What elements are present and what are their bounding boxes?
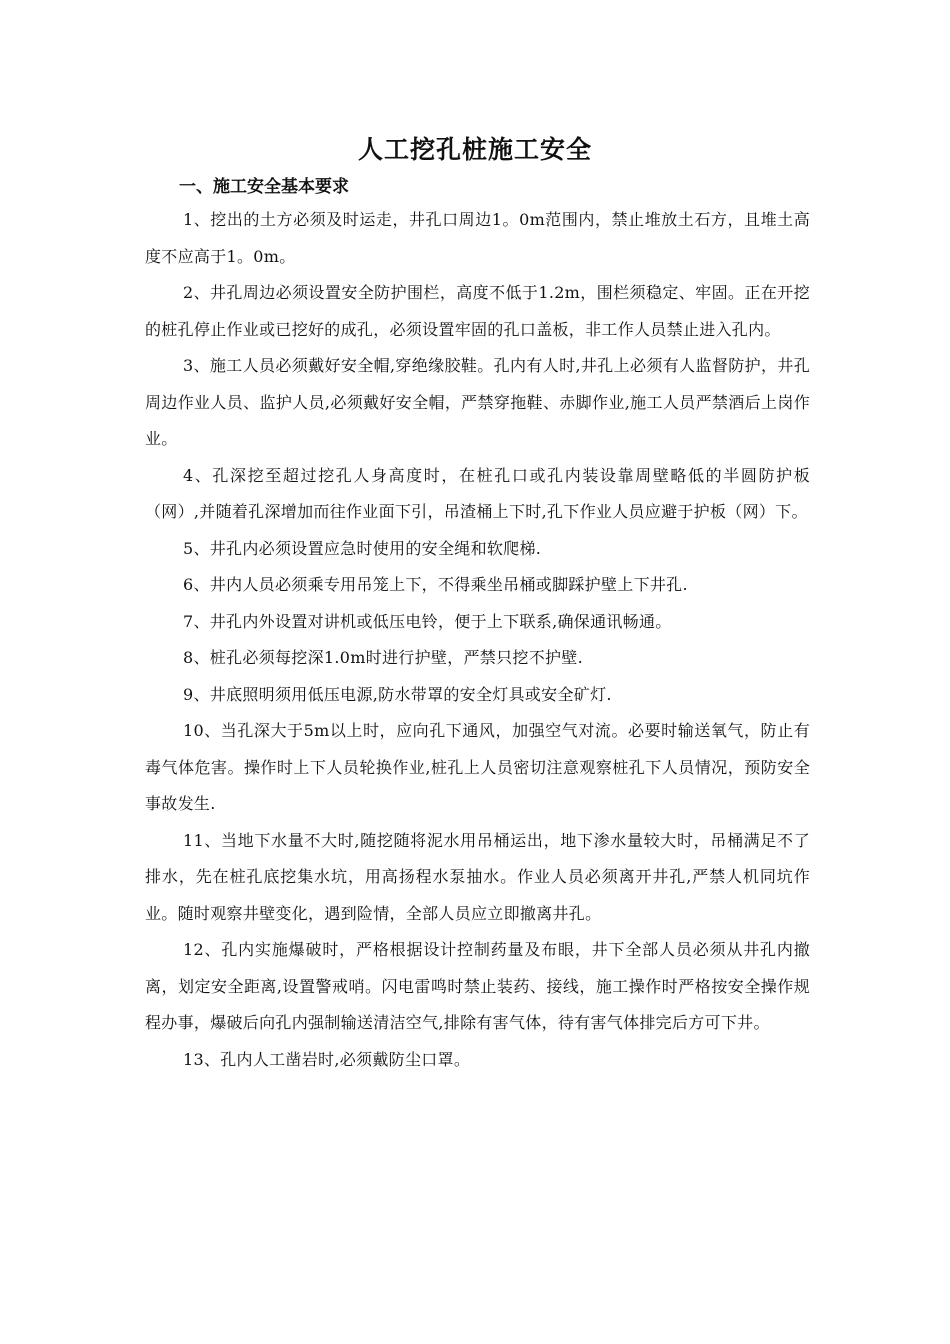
paragraph-6: 6、井内人员必须乘专用吊笼上下，不得乘坐吊桶或脚踩护壁上下井孔. [183, 575, 688, 594]
document-body [145, 172, 810, 1078]
paragraph-3: 3、施工人员必须戴好安全帽,穿绝缘胶鞋。孔内有人时,井孔上必须有人监督防护，井孔周边作业人员、监护人员,必须戴好安全帽，严禁穿拖鞋、赤脚作业,施工人员严禁酒后上岗作业。 [145, 356, 810, 448]
page-title: 人工挖孔桩施工安全 [357, 135, 592, 164]
paragraph-1: 1、挖出的土方必须及时运走，井孔口周边1。0m范围内，禁止堆放土石方，且堆土高度不应高于1。0m。 [145, 210, 810, 266]
paragraph-12: 12、孔内实施爆破时，严格根据设计控制药量及布眼，井下全部人员必须从井孔内撤离，划定安全距离,设置警戒哨。闪电雷鸣时禁止装药、接线，施工操作时严格按安全操作规程办事，爆破后向孔内强制输送清洁空气,排除有害气体，待有害气体排完后方可下井。 [145, 940, 810, 1032]
section-heading: 一、施工安全基本要求 [179, 177, 349, 197]
paragraph-11: 11、当地下水量不大时,随挖随将泥水用吊桶运出，地下渗水量较大时，吊桶满足不了排水，先在桩孔底挖集水坑，用高扬程水泵抽水。作业人员必须离开井孔,严禁人机同坑作业。随时观察井壁变化，遇到险情，全部人员应立即撤离井孔。 [145, 830, 810, 923]
paragraph-10: 10、当孔深大于5m以上时，应向孔下通风，加强空气对流。必要时输送氧气，防止有毒气体危害。操作时上下人员轮换作业,桩孔上人员密切注意观察桩孔下人员情况，预防安全事故发生. [145, 721, 810, 813]
paragraph-4: 4、孔深挖至超过挖孔人身高度时，在桩孔口或孔内装设靠周壁略低的半圆防护板（网）,并随着孔深增加而往作业面下引，吊渣桶上下时,孔下作业人员应避于护板（网）下。 [145, 465, 810, 521]
paragraph-9: 9、井底照明须用低压电源,防水带罩的安全灯具或安全矿灯. [183, 684, 612, 704]
paragraph-2: 2、井孔周边必须设置安全防护围栏，高度不低于1.2m，围栏须稳定、牢固。正在开挖的桩孔停止作业或已挖好的成孔，必须设置牢固的孔口盖板，非工作人员禁止进入孔内。 [145, 283, 810, 339]
paragraph-5: 5、井孔内必须设置应急时使用的安全绳和软爬梯. [183, 538, 542, 558]
paragraph-13: 13、孔内人工凿岩时,必须戴防尘口罩。 [183, 1049, 471, 1069]
paragraph-7: 7、井孔内外设置对讲机或低压电铃，便于上下联系,确保通讯畅通。 [183, 611, 672, 631]
paragraph-8: 8、桩孔必须每挖深1.0m时进行护壁，严禁只挖不护壁. [183, 648, 583, 667]
